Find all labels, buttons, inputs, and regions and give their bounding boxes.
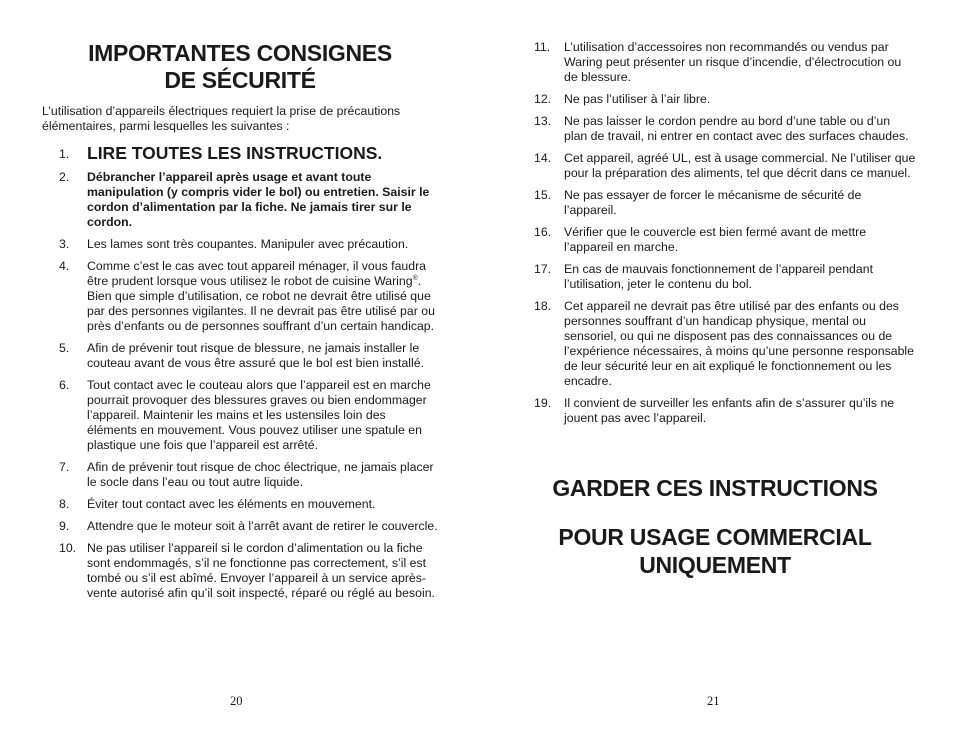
right-page: [534, 0, 916, 738]
registered-mark: ®: [412, 275, 418, 282]
list-item: [534, 151, 916, 181]
list-item: [42, 460, 438, 490]
page-number-left: 20: [230, 694, 243, 708]
item-number: 16.: [534, 225, 552, 239]
left-page: [42, 0, 438, 738]
item-text: Tout contact avec le couteau alors que l’appareil est en marche pourrait provoquer des blessures graves ou bien endommager l’appareil. Maintenir les mains et les ustensiles loin des éléments en mouvement. Vous pouvez utiliser une spatule en plastique une fois que l’appareil est arrêté.: [87, 378, 431, 452]
item-text: Ne pas essayer de forcer le mécanisme de sécurité de l’appareil.: [564, 188, 862, 217]
item-text: En cas de mauvais fonctionnement de l’appareil pendant l’utilisation, jeter le contenu du bol.: [564, 262, 873, 291]
item-text-part: . Bien que simple d’utilisation, ce robot ne devrait être utilisé que par des personnes vigilantes. Il ne devrait pas être utilisé par ou près d’enfants ou de personnes souffrant d’un certain handicap.: [87, 274, 435, 333]
list-item: [534, 40, 916, 85]
item-text: Ne pas laisser le cordon pendre au bord d’une table ou d’un plan de travail, ni entrer en contact avec des surfaces chaudes.: [564, 114, 909, 143]
safety-list-right: [534, 40, 916, 433]
safety-title-line-2: DE SÉCURITÉ: [164, 67, 316, 93]
item-text: Ne pas l’utiliser à l’air libre.: [564, 92, 711, 106]
commercial-title-line-1: POUR USAGE COMMERCIAL: [558, 524, 872, 550]
item-text: Attendre que le moteur soit à l’arrêt avant de retirer le couvercle.: [87, 519, 438, 533]
item-number: 8.: [59, 497, 70, 511]
item-text: Vérifier que le couvercle est bien fermé avant de mettre l’appareil en marche.: [564, 225, 867, 254]
item-text: Cet appareil ne devrait pas être utilisé par des enfants ou des personnes souffrant d’un handicap physique, mental ou sensoriel, ou qui ne disposent pas des connaissances ou de l’expérience nécessaires, à moins qu’une personne responsable de leur sécurité leur en ait expliqué le fonctionnement ou les encadre.: [564, 299, 914, 388]
list-item: [42, 519, 438, 534]
item-text: L’utilisation d’accessoires non recommandés ou vendus par Waring peut présenter un risque d’incendie, d’électrocution ou de blessure.: [564, 40, 902, 84]
item-text: Éviter tout contact avec les éléments en mouvement.: [87, 497, 376, 511]
item-number: 5.: [59, 341, 70, 355]
intro-paragraph: L’utilisation d’appareils électriques requiert la prise de précautions élémentaires, parmi lesquelles les suivantes :: [42, 104, 401, 133]
item-number: 6.: [59, 378, 70, 392]
item-number: 7.: [59, 460, 70, 474]
item-text: Les lames sont très coupantes. Manipuler avec précaution.: [87, 237, 409, 251]
item-number: 12.: [534, 92, 552, 106]
list-item: [534, 299, 916, 389]
item-number: 19.: [534, 396, 552, 410]
list-item: [42, 497, 438, 512]
item-text: Débrancher l’appareil après usage et avant toute manipulation (y compris vider le bol) ou entretien. Saisir le cordon d’alimentation par la fiche. Ne jamais tirer sur le cordon.: [87, 170, 430, 229]
item-text-part: Comme c’est le cas avec tout appareil ménager, il vous faudra être prudent lorsque vous utilisez le robot de cuisine Waring: [87, 259, 427, 288]
safety-title-line-1: IMPORTANTES CONSIGNES: [88, 40, 392, 66]
list-item: [534, 396, 916, 426]
list-item: [534, 92, 916, 107]
item-number: 13.: [534, 114, 552, 128]
list-item: [534, 262, 916, 292]
item-text: Cet appareil, agréé UL, est à usage commercial. Ne l’utiliser que pour la préparation des aliments, tel que décrit dans ce manuel.: [564, 151, 916, 180]
item-number: 18.: [534, 299, 552, 313]
item-number: 9.: [59, 519, 70, 533]
item-number: 17.: [534, 262, 552, 276]
safety-title: [42, 40, 438, 94]
item-number: 4.: [59, 259, 70, 273]
commercial-use-title: [534, 523, 896, 579]
item-number: 15.: [534, 188, 552, 202]
list-item: [42, 341, 438, 371]
list-item: [534, 225, 916, 255]
item-text: [87, 259, 438, 334]
item-number: 10.: [59, 541, 77, 555]
list-item: [42, 143, 438, 163]
list-item: [534, 188, 916, 218]
list-item: [42, 378, 438, 453]
list-item: [534, 114, 916, 144]
item-number: 1.: [59, 147, 70, 161]
item-number: 3.: [59, 237, 70, 251]
item-number: 2.: [59, 170, 70, 184]
list-item: [42, 170, 438, 230]
item-text: Afin de prévenir tout risque de choc électrique, ne jamais placer le socle dans l’eau ou tout autre liquide.: [87, 460, 434, 489]
item-number: 14.: [534, 151, 552, 165]
item-text: Il convient de surveiller les enfants afin de s’assurer qu’ils ne jouent pas avec l’appareil.: [564, 396, 895, 425]
list-item: [42, 237, 438, 252]
commercial-title-line-2: UNIQUEMENT: [639, 552, 791, 578]
keep-instructions-title: GARDER CES INSTRUCTIONS: [552, 475, 878, 501]
safety-list-left: [42, 143, 438, 608]
page-number-right: 21: [707, 694, 720, 708]
list-item: [42, 541, 438, 601]
item-text: LIRE TOUTES LES INSTRUCTIONS.: [87, 143, 383, 163]
item-text: Afin de prévenir tout risque de blessure, ne jamais installer le couteau avant de vous être assuré que le bol est bien installé.: [87, 341, 425, 370]
item-number: 11.: [534, 40, 551, 54]
list-item: [42, 259, 438, 334]
item-text: Ne pas utiliser l’appareil si le cordon d’alimentation ou la fiche sont endommagés, s’il ne fonctionne pas correctement, s’il est tombé ou s’il est abîmé. Envoyer l’appareil à un service après-vente autorisé afin qu’il soit inspecté, réparé ou réglé au besoin.: [87, 541, 435, 600]
